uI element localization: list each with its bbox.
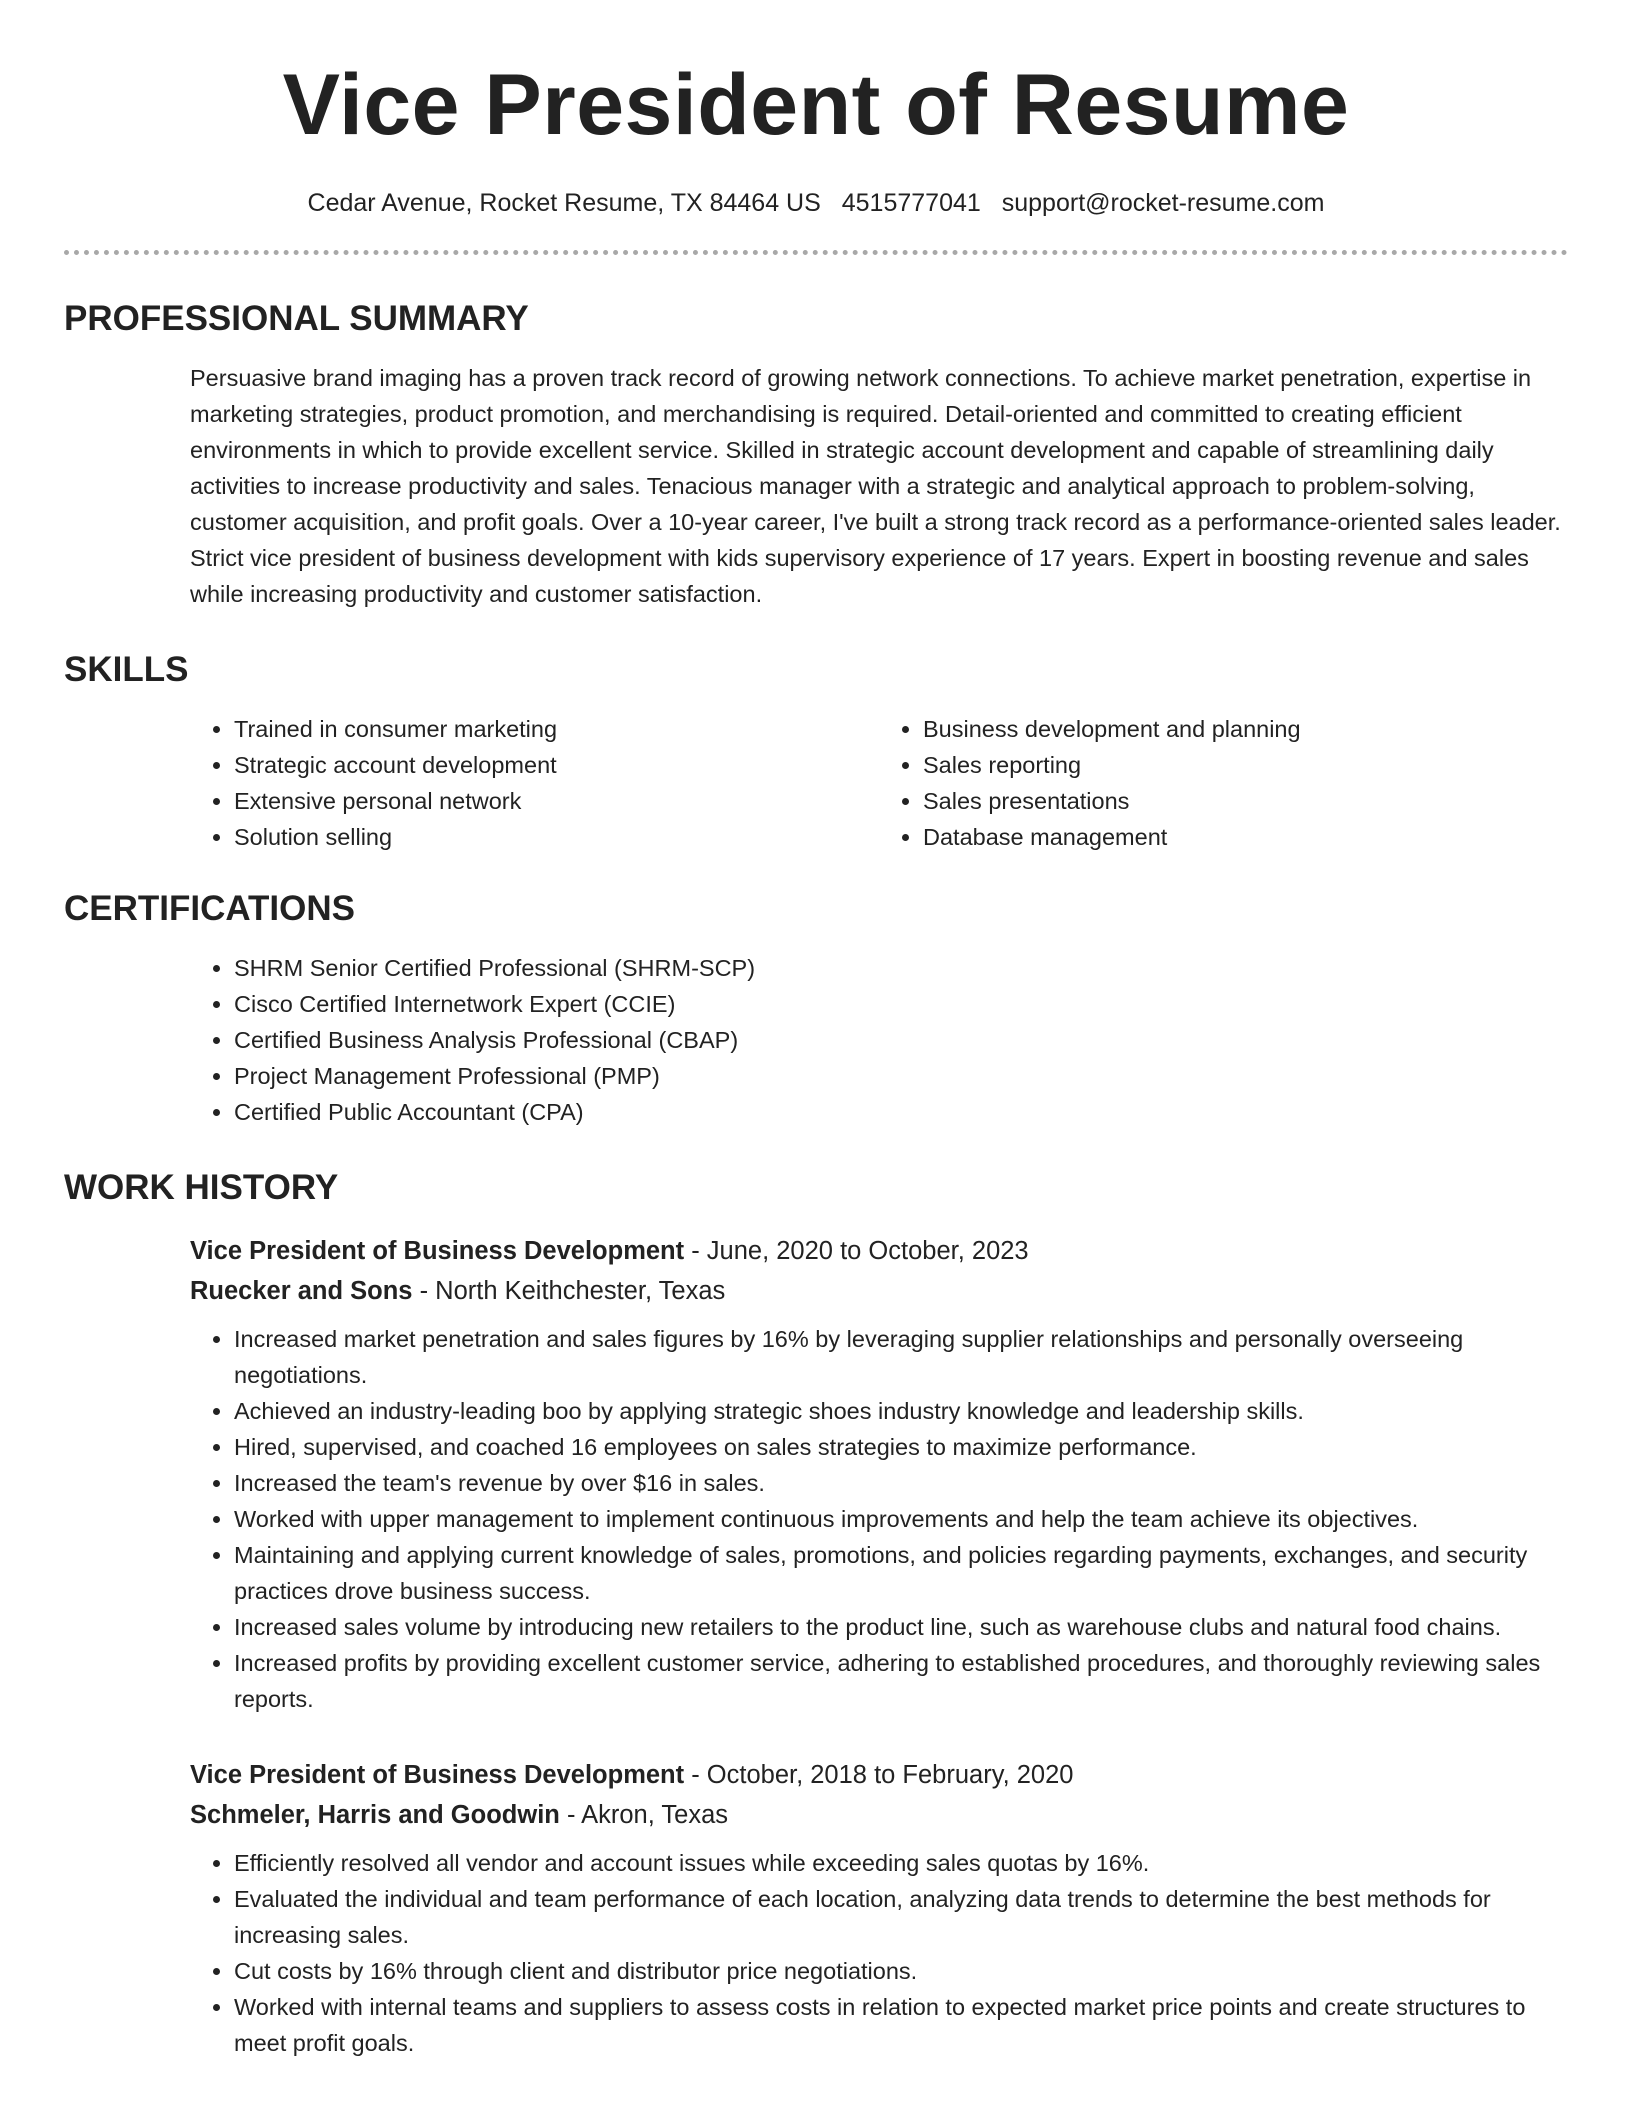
job-entry	[64, 1755, 1568, 2061]
contact-address: Cedar Avenue, Rocket Resume, TX 84464 US	[307, 189, 821, 217]
job-company: Schmeler, Harris and Goodwin	[190, 1801, 560, 1829]
skill-item: • Business development and planning	[923, 711, 1568, 747]
contact-email: support@rocket-resume.com	[1001, 189, 1325, 217]
certifications-block	[64, 950, 1568, 1130]
job-role-line	[190, 1231, 1568, 1271]
certification-item: • Certified Business Analysis Professional (CBAP)	[234, 1022, 1568, 1058]
job-bullet: • Hired, supervised, and coached 16 employees on sales strategies to maximize performance.	[234, 1429, 1568, 1465]
skill-item: • Strategic account development	[234, 747, 879, 783]
skill-item: • Database management	[923, 819, 1568, 855]
section-title-certifications: CERTIFICATIONS	[64, 889, 356, 928]
job-bullet: • Cut costs by 16% through client and distributor price negotiations.	[234, 1953, 1568, 1989]
skills-grid	[64, 711, 1568, 855]
certification-item: • Project Management Professional (PMP)	[234, 1058, 1568, 1094]
job-bullet-list	[190, 1321, 1568, 1717]
summary-text: Persuasive brand imaging has a proven track record of growing network connections. To achieve market penetration, expertise in marketing strategies, product promotion, and merchandising is required. Detail-oriented and committed to creating efficient environments in which to provide excellent service. Skilled in strategic account development and capable of streamlining daily activities to increase productivity and sales. Tenacious manager with a strategic and analytical approach to problem-solving, customer acquisition, and profit goals. Over a 10-year career, I've built a strong track record as a performance-oriented sales leader. Strict vice president of business development with kids supervisory experience of 17 years. Expert in boosting revenue and sales while increasing productivity and customer satisfaction.	[190, 365, 1561, 607]
skill-item: • Trained in consumer marketing	[234, 711, 879, 747]
skill-item: • Solution selling	[234, 819, 879, 855]
section-title-work-history: WORK HISTORY	[64, 1168, 339, 1207]
skill-item: • Sales reporting	[923, 747, 1568, 783]
job-bullet: • Evaluated the individual and team performance of each location, analyzing data trends to determine the best methods for increasing sales.	[234, 1881, 1568, 1953]
job-dates: - October, 2018 to February, 2020	[684, 1761, 1074, 1789]
skill-item: • Extensive personal network	[234, 783, 879, 819]
job-bullet: • Increased profits by providing excellent customer service, adhering to established procedures, and thoroughly reviewing sales reports.	[234, 1645, 1568, 1717]
certification-item: • Certified Public Accountant (CPA)	[234, 1094, 1568, 1130]
job-bullet: • Worked with upper management to implement continuous improvements and help the team achieve its objectives.	[234, 1501, 1568, 1537]
job-dates: - June, 2020 to October, 2023	[684, 1237, 1029, 1265]
job-company: Ruecker and Sons	[190, 1277, 413, 1305]
contact-phone: 4515777041	[841, 189, 981, 217]
job-location: - North Keithchester, Texas	[412, 1277, 726, 1305]
certification-item: • SHRM Senior Certified Professional (SHRM-SCP)	[234, 950, 1568, 986]
job-company-line	[190, 1271, 1568, 1311]
job-role-line	[190, 1755, 1568, 1795]
certifications-list	[190, 950, 1568, 1130]
job-location: - Akron, Texas	[559, 1801, 729, 1829]
job-bullet: • Increased sales volume by introducing new retailers to the product line, such as warehouse clubs and natural food chains.	[234, 1609, 1568, 1645]
section-title-summary: PROFESSIONAL SUMMARY	[64, 299, 529, 338]
contact-line	[64, 186, 1568, 220]
job-bullet: • Increased the team's revenue by over $16 in sales.	[234, 1465, 1568, 1501]
job-bullet: • Maintaining and applying current knowledge of sales, promotions, and policies regarding payments, exchanges, and security practices drove business success.	[234, 1537, 1568, 1609]
job-role: Vice President of Business Development	[190, 1761, 685, 1789]
header-divider	[64, 250, 1568, 255]
job-entry	[64, 1231, 1568, 1717]
skills-list-right	[879, 711, 1568, 855]
job-role: Vice President of Business Development	[190, 1237, 685, 1265]
job-bullet: • Increased market penetration and sales figures by 16% by leveraging supplier relationships and personally overseeing negotiations.	[234, 1321, 1568, 1393]
certification-item: • Cisco Certified Internetwork Expert (CCIE)	[234, 986, 1568, 1022]
job-bullet: • Achieved an industry-leading boo by applying strategic shoes industry knowledge and leadership skills.	[234, 1393, 1568, 1429]
resume-name: Vice President of Resume	[282, 57, 1350, 153]
skill-item: • Sales presentations	[923, 783, 1568, 819]
job-bullet-list	[190, 1845, 1568, 2061]
job-bullet: • Worked with internal teams and suppliers to assess costs in relation to expected market price points and create structures to meet profit goals.	[234, 1989, 1568, 2061]
job-bullet: • Efficiently resolved all vendor and account issues while exceeding sales quotas by 16%.	[234, 1845, 1568, 1881]
job-company-line	[190, 1795, 1568, 1835]
skills-list-left	[190, 711, 879, 855]
section-title-skills: SKILLS	[64, 650, 189, 689]
